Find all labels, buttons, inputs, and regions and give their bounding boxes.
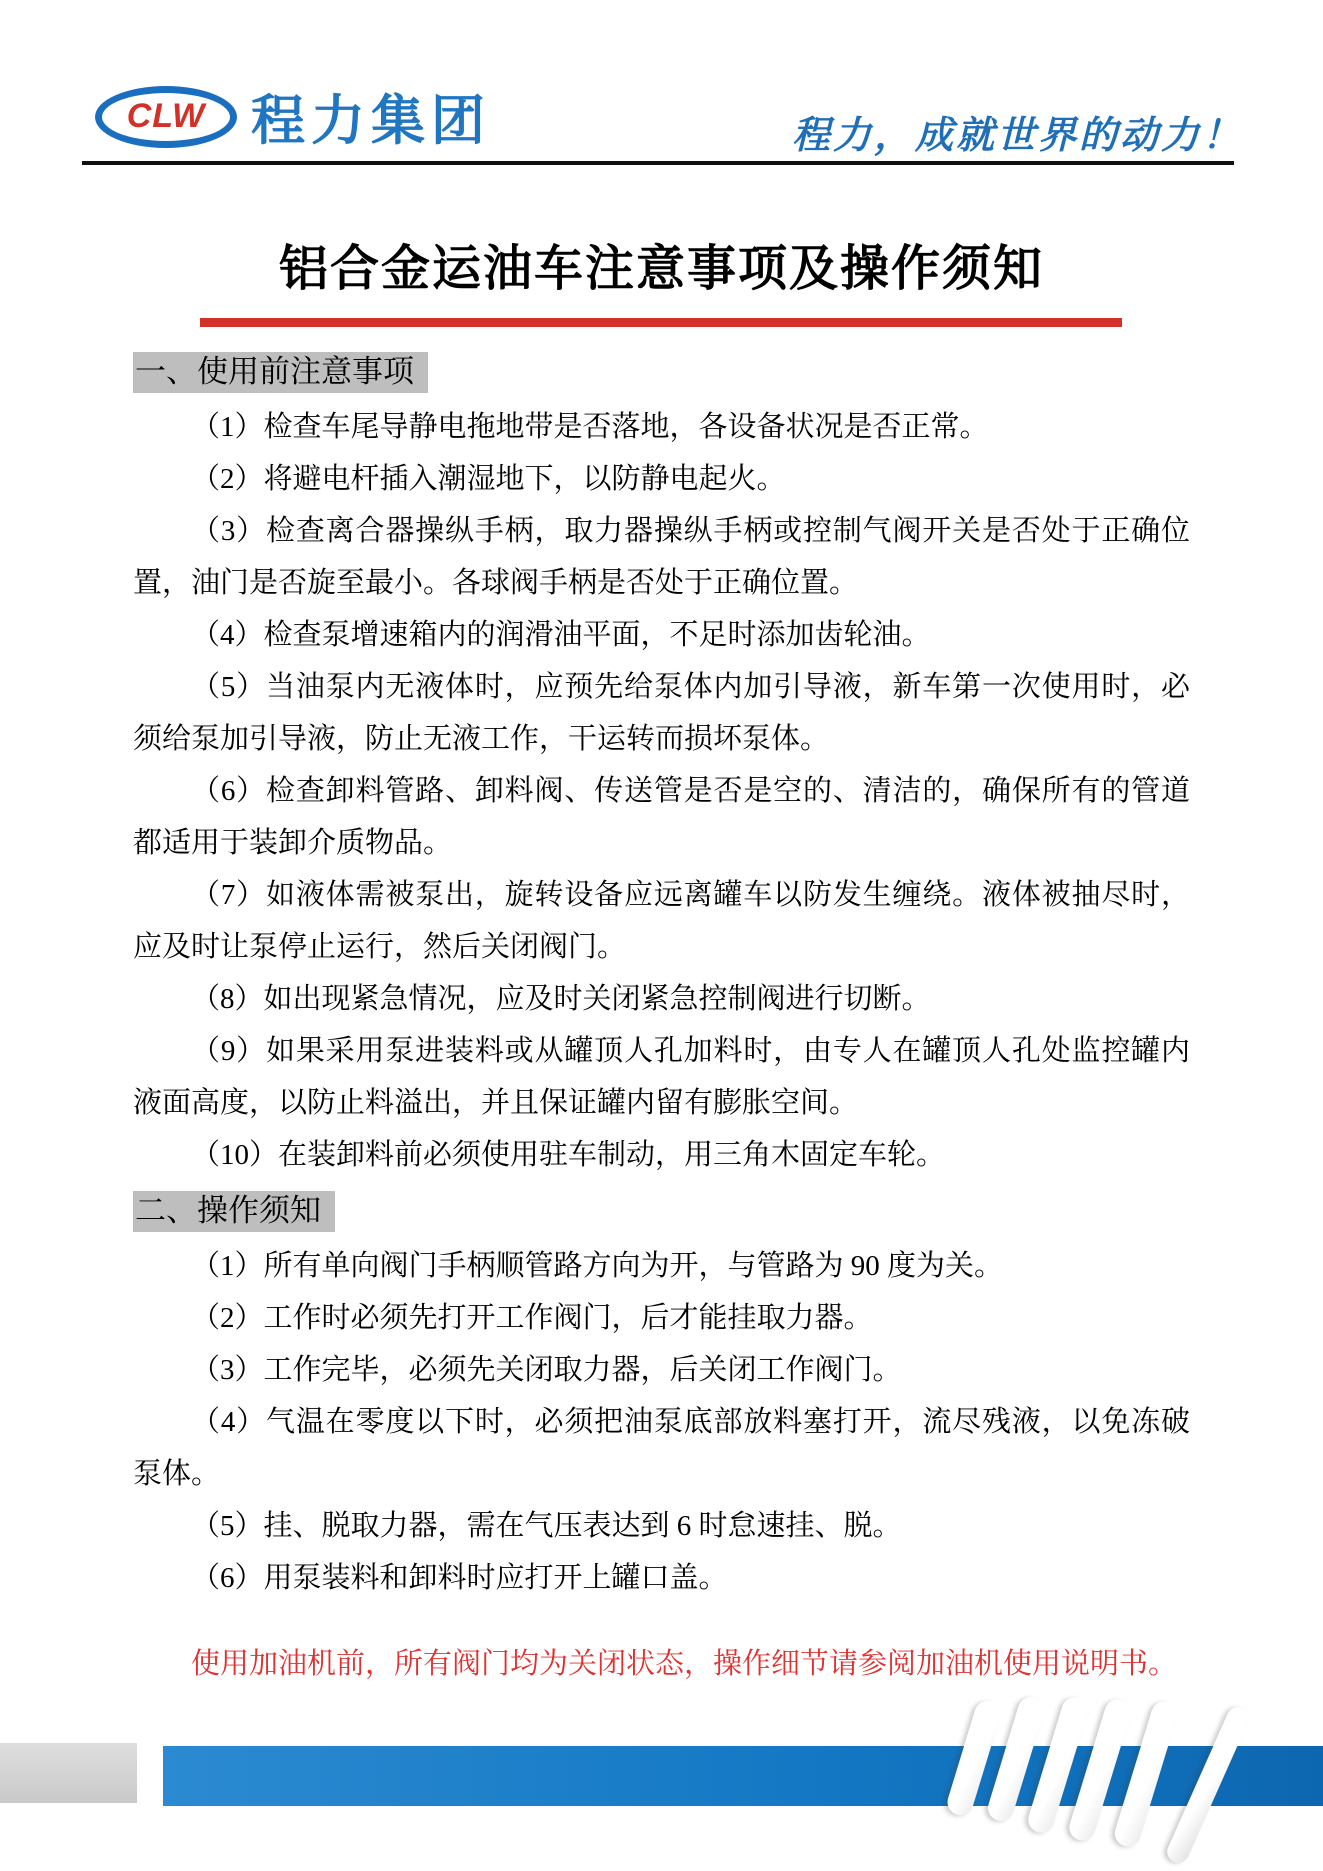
section-2-item: （5）挂、脱取力器，需在气压表达到 6 时怠速挂、脱。 — [191, 1510, 902, 1542]
logo-company-name: 程力集团 — [251, 91, 491, 151]
section-1-heading: 一、使用前注意事项 — [133, 352, 428, 393]
clw-oval-logo-icon — [95, 86, 237, 148]
footer-swoosh-decoration-icon — [955, 1695, 1285, 1845]
page-header — [0, 0, 1323, 167]
section-2-heading: 二、操作须知 — [133, 1191, 335, 1232]
section-1-item: （6）检查卸料管路、卸料阀、传送管是否是空的、清洁的，确保所有的管道都适用于装卸介质物品。 — [133, 775, 1190, 859]
document-body — [133, 352, 1190, 1690]
title-underline — [200, 318, 1122, 327]
section-2-item: （2）工作时必须先打开工作阀门，后才能挂取力器。 — [191, 1302, 873, 1334]
section-1-item: （5）当油泵内无液体时，应预先给泵体内加引导液，新车第一次使用时，必须给泵加引导液，防止无液工作，干运转而损坏泵体。 — [133, 671, 1190, 755]
section-2-item: （6）用泵装料和卸料时应打开上罐口盖。 — [191, 1562, 728, 1594]
page-title: 铝合金运油车注意事项及操作须知 — [278, 242, 1044, 296]
swoosh-stroke-icon — [1164, 1704, 1252, 1866]
header-divider — [82, 161, 1234, 165]
logo-badge-text: CLW — [126, 97, 206, 135]
section-1-item: （3）检查离合器操纵手柄，取力器操纵手柄或控制气阀开关是否处于正确位置，油门是否旋至最小。各球阀手柄是否处于正确位置。 — [133, 515, 1190, 599]
section-1-item: （2）将避电杆插入潮湿地下，以防静电起火。 — [191, 463, 786, 495]
section-1-item: （10）在装卸料前必须使用驻车制动，用三角木固定车轮。 — [191, 1139, 946, 1171]
section-1-item: （8）如出现紧急情况，应及时关闭紧急控制阀进行切断。 — [191, 983, 931, 1015]
section-1-item: （4）检查泵增速箱内的润滑油平面，不足时添加齿轮油。 — [191, 619, 931, 651]
section-1-item: （9）如果采用泵进装料或从罐顶人孔加料时，由专人在罐顶人孔处监控罐内液面高度，以防止料溢出，并且保证罐内留有膨胀空间。 — [133, 1035, 1190, 1119]
company-logo — [95, 78, 491, 155]
section-2-item: （1）所有单向阀门手柄顺管路方向为开，与管路为 90 度为关。 — [191, 1250, 1004, 1282]
red-notice-text: 使用加油机前，所有阀门均为关闭状态，操作细节请参阅加油机使用说明书。 — [191, 1648, 1178, 1680]
section-2-item: （3）工作完毕，必须先关闭取力器，后关闭工作阀门。 — [191, 1354, 902, 1386]
section-1-item: （1）检查车尾导静电拖地带是否落地，各设备状况是否正常。 — [191, 411, 989, 443]
section-2-item: （4）气温在零度以下时，必须把油泵底部放料塞打开，流尽残液，以免冻破泵体。 — [133, 1406, 1190, 1490]
footer-gray-block — [0, 1743, 137, 1803]
section-1-item: （7）如液体需被泵出，旋转设备应远离罐车以防发生缠绕。液体被抽尽时，应及时让泵停止运行，然后关闭阀门。 — [133, 879, 1190, 963]
company-slogan: 程力，成就世界的动力！ — [791, 113, 1243, 157]
